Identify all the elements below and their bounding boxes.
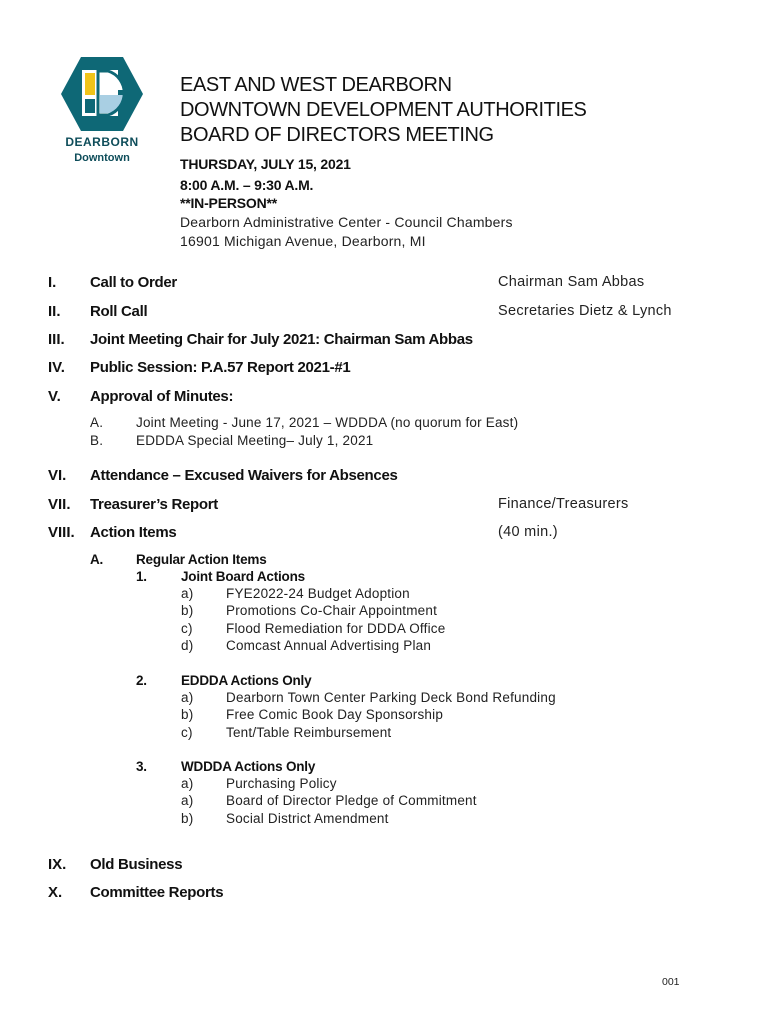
agenda-num-v: V. [48, 388, 61, 405]
agenda-num-vii: VII. [48, 496, 71, 513]
title-line-3: BOARD OF DIRECTORS MEETING [180, 124, 494, 146]
page-number: 001 [662, 976, 680, 988]
action-item-letter: b) [181, 707, 194, 722]
minutes-letter-a: A. [90, 415, 104, 430]
action-item-letter: a) [181, 776, 194, 791]
agenda-label-i: Call to Order [90, 274, 177, 291]
action-item-text: Social District Amendment [226, 811, 389, 826]
agenda-num-iii: III. [48, 331, 65, 348]
agenda-label-viii: Action Items [90, 524, 177, 541]
minutes-item-b: EDDDA Special Meeting– July 1, 2021 [136, 433, 374, 448]
action-item-letter: d) [181, 638, 194, 653]
action-group-label-3: WDDDA Actions Only [181, 759, 316, 774]
agenda-right-i: Chairman Sam Abbas [498, 274, 645, 290]
action-item-letter: a) [181, 793, 194, 808]
action-item-text: Dearborn Town Center Parking Deck Bond Refunding [226, 690, 556, 705]
action-group-num-2: 2. [136, 673, 147, 688]
agenda-label-x: Committee Reports [90, 884, 224, 901]
action-label-a: Regular Action Items [136, 552, 267, 567]
meeting-location: Dearborn Administrative Center - Council Chambers [180, 214, 513, 230]
action-item-text: Board of Director Pledge of Commitment [226, 793, 477, 808]
minutes-item-a: Joint Meeting - June 17, 2021 – WDDDA (no quorum for East) [136, 415, 519, 430]
action-item-text: Purchasing Policy [226, 776, 337, 791]
agenda-num-i: I. [48, 274, 57, 291]
agenda-label-vi: Attendance – Excused Waivers for Absences [90, 467, 398, 484]
agenda-num-vi: VI. [48, 467, 67, 484]
agenda-num-ix: IX. [48, 856, 67, 873]
title-line-2: DOWNTOWN DEVELOPMENT AUTHORITIES [180, 99, 587, 121]
meeting-address: 16901 Michigan Avenue, Dearborn, MI [180, 233, 426, 249]
meeting-mode: **IN-PERSON** [180, 195, 277, 211]
meeting-time: 8:00 A.M. – 9:30 A.M. [180, 177, 314, 193]
logo-name-line1: DEARBORN [65, 135, 139, 149]
action-group-label-2: EDDDA Actions Only [181, 673, 312, 688]
agenda-num-ii: II. [48, 303, 61, 320]
agenda-label-iv: Public Session: P.A.57 Report 2021-#1 [90, 359, 351, 376]
logo-name-line2: Downtown [74, 152, 130, 164]
action-group-num-1: 1. [136, 569, 147, 584]
agenda-right-vii: Finance/Treasurers [498, 496, 629, 512]
action-item-text: Flood Remediation for DDDA Office [226, 621, 446, 636]
meeting-title [180, 73, 587, 148]
action-item-letter: a) [181, 690, 194, 705]
action-item-text: Free Comic Book Day Sponsorship [226, 707, 444, 722]
agenda-num-x: X. [48, 884, 63, 901]
action-item-text: FYE2022-24 Budget Adoption [226, 586, 410, 601]
agenda-label-iii: Joint Meeting Chair for July 2021: Chairman Sam Abbas [90, 331, 473, 348]
minutes-letter-b: B. [90, 433, 104, 448]
agenda-right-viii: (40 min.) [498, 524, 558, 540]
action-item-letter: a) [181, 586, 194, 601]
action-group-num-3: 3. [136, 759, 147, 774]
meeting-date: THURSDAY, JULY 15, 2021 [180, 156, 351, 172]
logo-hexagon-icon [60, 55, 144, 133]
agenda-num-viii: VIII. [48, 524, 75, 541]
agenda-num-iv: IV. [48, 359, 65, 376]
action-letter-a: A. [90, 552, 104, 567]
agenda-label-vii: Treasurer’s Report [90, 496, 218, 513]
agenda-label-ii: Roll Call [90, 303, 148, 320]
action-item-text: Tent/Table Reimbursement [226, 725, 392, 740]
action-item-text: Comcast Annual Advertising Plan [226, 638, 432, 653]
action-item-letter: b) [181, 603, 194, 618]
action-item-letter: b) [181, 811, 194, 826]
action-item-letter: c) [181, 621, 193, 636]
action-group-label-1: Joint Board Actions [181, 569, 305, 584]
action-item-text: Promotions Co-Chair Appointment [226, 603, 438, 618]
title-line-1: EAST AND WEST DEARBORN [180, 74, 452, 96]
agenda-right-ii: Secretaries Dietz & Lynch [498, 303, 672, 319]
dearborn-downtown-logo [60, 55, 144, 167]
agenda-label-ix: Old Business [90, 856, 183, 873]
action-item-letter: c) [181, 725, 193, 740]
agenda-label-v: Approval of Minutes: [90, 388, 234, 405]
